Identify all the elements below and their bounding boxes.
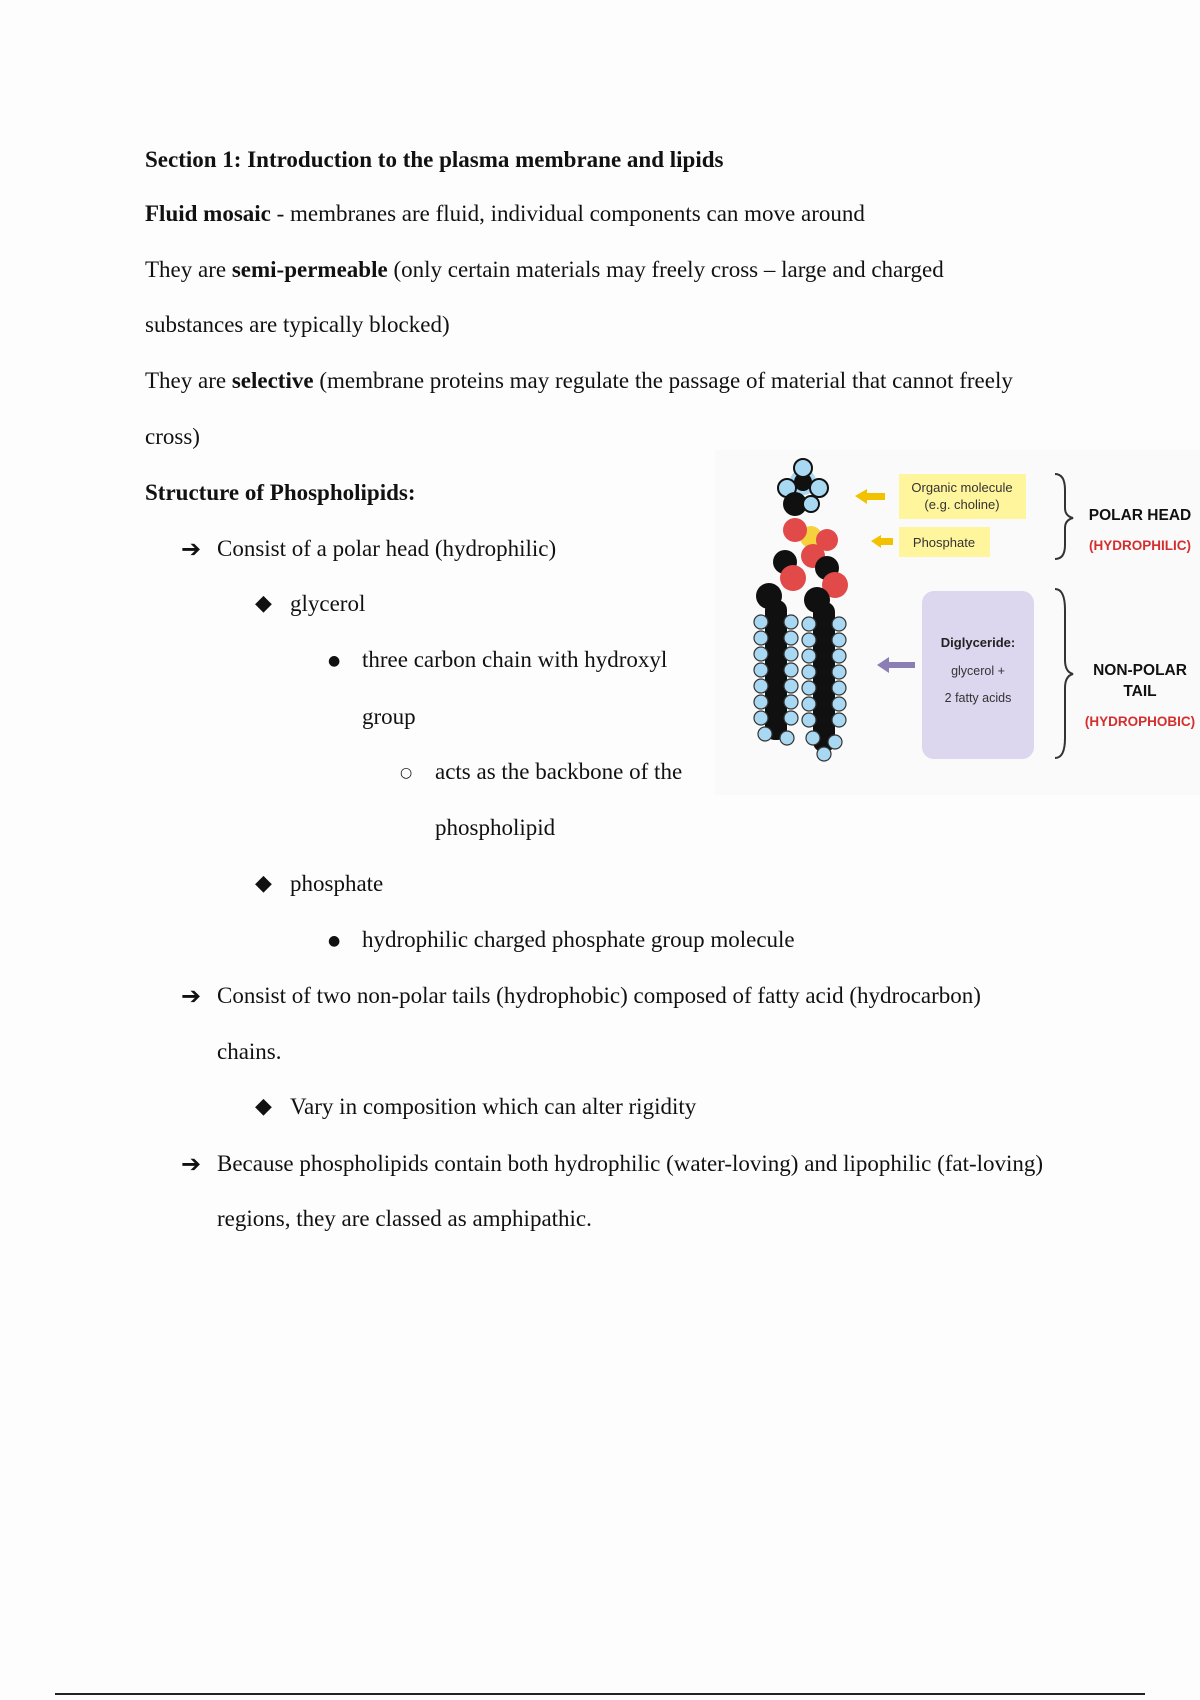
phosphate-desc: hydrophilic charged phosphate group molecule bbox=[362, 927, 795, 952]
point-tails-2: chains. bbox=[217, 1039, 282, 1064]
semi-permeable-line-2: substances are typically blocked) bbox=[145, 312, 450, 337]
diglyceride-line-2: 2 fatty acids bbox=[944, 691, 1012, 705]
glycerol-desc-2: group bbox=[362, 704, 416, 729]
dot-bullet-icon: ● bbox=[328, 933, 341, 949]
structure-title: Structure of Phospholipids: bbox=[145, 480, 416, 505]
selective-line-2: cross) bbox=[145, 424, 200, 449]
nonpolar-label: NON-POLAR bbox=[1093, 662, 1187, 679]
glycerol-desc-1: three carbon chain with hydroxyl bbox=[362, 647, 668, 672]
tail-label: TAIL bbox=[1123, 683, 1157, 700]
point-glycerol: glycerol bbox=[290, 591, 366, 616]
point-vary: Vary in composition which can alter rigidity bbox=[290, 1094, 697, 1119]
organic-molecule-label: Organic molecule bbox=[911, 480, 1013, 495]
arrow-bullet-icon: ➔ bbox=[181, 1150, 202, 1178]
diglyceride-line-1: glycerol + bbox=[951, 664, 1005, 678]
diamond-bullet-icon: ◆ bbox=[255, 1094, 272, 1119]
hydrophobic-label: (HYDROPHOBIC) bbox=[1084, 714, 1196, 729]
point-tails-1: Consist of two non-polar tails (hydrophobic) composed of fatty acid (hydrocarbon) bbox=[217, 983, 981, 1008]
footer-rule bbox=[55, 1693, 1145, 1695]
diamond-bullet-icon: ◆ bbox=[255, 871, 272, 896]
dot-bullet-icon: ● bbox=[328, 653, 341, 669]
polar-head-label: POLAR HEAD bbox=[1088, 507, 1192, 524]
point-amphipathic-2: regions, they are classed as amphipathic. bbox=[217, 1206, 592, 1231]
selective-line: They are selective (membrane proteins may regulate the passage of material that cannot freely bbox=[145, 368, 1013, 393]
point-phosphate: phosphate bbox=[290, 871, 384, 896]
section-title: Section 1: Introduction to the plasma membrane and lipids bbox=[145, 147, 724, 172]
backbone-desc-1: acts as the backbone of the bbox=[435, 759, 683, 784]
backbone-desc-2: phospholipid bbox=[435, 815, 556, 840]
circle-bullet-icon: ○ bbox=[400, 765, 413, 781]
diamond-bullet-icon: ◆ bbox=[255, 591, 272, 616]
phospholipid-figure bbox=[715, 450, 1200, 795]
fluid-mosaic-line: Fluid mosaic - membranes are fluid, individual components can move around bbox=[145, 201, 865, 226]
point-polar-head: Consist of a polar head (hydrophilic) bbox=[217, 536, 557, 561]
organic-molecule-sublabel: (e.g. choline) bbox=[924, 497, 1000, 512]
semi-permeable-line: They are semi-permeable (only certain materials may freely cross – large and charged bbox=[145, 257, 944, 282]
arrow-bullet-icon: ➔ bbox=[181, 535, 202, 563]
point-amphipathic-1: Because phospholipids contain both hydrophilic (water-loving) and lipophilic (fat-loving) bbox=[217, 1151, 1044, 1176]
phosphate-label: Phosphate bbox=[912, 535, 976, 550]
hydrophilic-label: (HYDROPHILIC) bbox=[1089, 538, 1191, 553]
diglyceride-title: Diglyceride: bbox=[940, 635, 1016, 650]
arrow-bullet-icon: ➔ bbox=[181, 982, 202, 1010]
